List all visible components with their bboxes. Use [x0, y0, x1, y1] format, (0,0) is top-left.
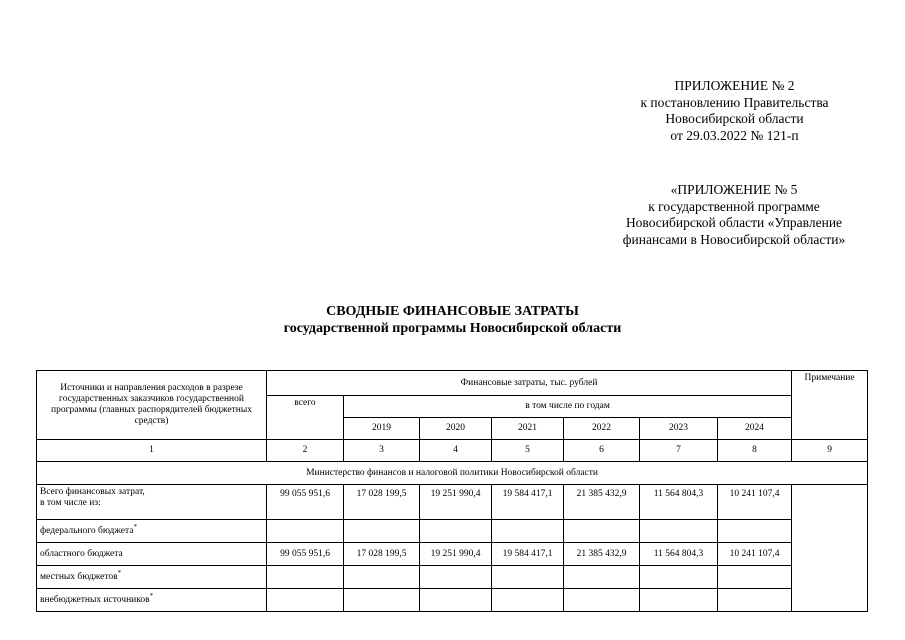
header-costs: Финансовые затраты, тыс. рублей	[267, 371, 792, 396]
value-cell	[344, 589, 420, 612]
row-label	[37, 543, 267, 566]
appendix-5-header	[594, 182, 874, 248]
row-label-line-2: в том числе из:	[40, 498, 101, 508]
value-cell	[640, 566, 718, 589]
value-cell: 10 241 107,4	[718, 543, 792, 566]
value-cell: 19 584 417,1	[492, 543, 564, 566]
footnote-mark: *	[117, 568, 122, 577]
header-sources: Источники и направления расходов в разрезе государственных заказчиков государственной программы (главных распорядителей бюджетных средств)	[37, 371, 267, 440]
value-cell	[267, 566, 344, 589]
value-cell	[718, 589, 792, 612]
appendix-line: ПРИЛОЖЕНИЕ № 2	[674, 78, 795, 93]
appendix-line: «ПРИЛОЖЕНИЕ № 5	[670, 182, 798, 197]
value-cell	[564, 589, 640, 612]
value-cell: 99 055 951,6	[267, 485, 344, 520]
year-cell: 2022	[564, 418, 640, 440]
header-note: Примечание	[792, 371, 868, 440]
footnote-mark: *	[133, 522, 137, 531]
column-number: 6	[564, 440, 640, 462]
column-number: 3	[344, 440, 420, 462]
column-number: 8	[718, 440, 792, 462]
value-cell	[267, 589, 344, 612]
value-cell	[564, 566, 640, 589]
value-cell: 17 028 199,5	[344, 485, 420, 520]
value-cell	[718, 520, 792, 543]
header-total: всего	[267, 396, 344, 440]
table-row-extrabudgetary	[37, 589, 868, 612]
value-cell	[344, 566, 420, 589]
row-label	[37, 520, 267, 543]
year-cell: 2021	[492, 418, 564, 440]
row-label-text: областного бюджета	[40, 548, 123, 559]
value-cell: 19 584 417,1	[492, 485, 564, 520]
row-label-line-1: Всего финансовых затрат,	[40, 487, 145, 497]
row-label	[37, 589, 267, 612]
header-row-1	[37, 371, 868, 396]
appendix-line: от 29.03.2022 № 121-п	[670, 127, 799, 143]
row-label-text: местных бюджетов	[40, 571, 118, 582]
section-row	[37, 462, 868, 485]
column-number: 7	[640, 440, 718, 462]
column-number: 2	[267, 440, 344, 462]
value-cell: 19 251 990,4	[420, 485, 492, 520]
note-cell	[792, 485, 868, 612]
value-cell: 10 241 107,4	[718, 485, 792, 520]
footnote-mark: *	[149, 591, 154, 600]
appendix-2-header	[612, 78, 857, 144]
header-by-years: в том числе по годам	[344, 396, 792, 418]
value-cell: 19 251 990,4	[420, 543, 492, 566]
financial-costs-table	[36, 370, 868, 612]
value-cell	[564, 520, 640, 543]
value-cell: 99 055 951,6	[267, 543, 344, 566]
appendix-line: к постановлению Правительства	[640, 94, 829, 110]
value-cell	[420, 589, 492, 612]
row-label	[37, 485, 267, 520]
value-cell	[640, 520, 718, 543]
value-cell	[640, 589, 718, 612]
value-cell: 11 564 804,3	[640, 485, 718, 520]
value-cell	[420, 520, 492, 543]
value-cell: 21 385 432,9	[564, 485, 640, 520]
year-cell: 2023	[640, 418, 718, 440]
value-cell: 17 028 199,5	[344, 543, 420, 566]
table-row-total	[37, 485, 868, 520]
appendix-line: Новосибирской области	[665, 111, 804, 126]
section-title: Министерство финансов и налоговой политики Новосибирской области	[37, 462, 868, 485]
column-number: 5	[492, 440, 564, 462]
table-row-regional	[37, 543, 868, 566]
table-row-federal	[37, 520, 868, 543]
column-number: 9	[792, 440, 868, 462]
value-cell	[492, 589, 564, 612]
value-cell	[420, 566, 492, 589]
year-cell: 2024	[718, 418, 792, 440]
value-cell: 21 385 432,9	[564, 543, 640, 566]
column-number: 1	[37, 440, 267, 462]
value-cell	[267, 520, 344, 543]
value-cell: 11 564 804,3	[640, 543, 718, 566]
row-label-text: внебюджетных источников	[40, 594, 150, 605]
document-title	[0, 303, 905, 337]
title-line-2: государственной программы Новосибирской области	[283, 321, 622, 336]
column-number: 4	[420, 440, 492, 462]
appendix-line: финансами в Новосибирской области»	[622, 231, 846, 247]
year-cell: 2019	[344, 418, 420, 440]
value-cell	[344, 520, 420, 543]
appendix-line: Новосибирской области «Управление	[625, 215, 843, 230]
row-label-text: федерального бюджета	[40, 525, 134, 536]
table-row-local	[37, 566, 868, 589]
appendix-line: к государственной программе	[648, 198, 820, 214]
value-cell	[718, 566, 792, 589]
year-cell: 2020	[420, 418, 492, 440]
row-label	[37, 566, 267, 589]
title-line-1: СВОДНЫЕ ФИНАНСОВЫЕ ЗАТРАТЫ	[326, 304, 579, 319]
value-cell	[492, 520, 564, 543]
value-cell	[492, 566, 564, 589]
column-number-row	[37, 440, 868, 462]
